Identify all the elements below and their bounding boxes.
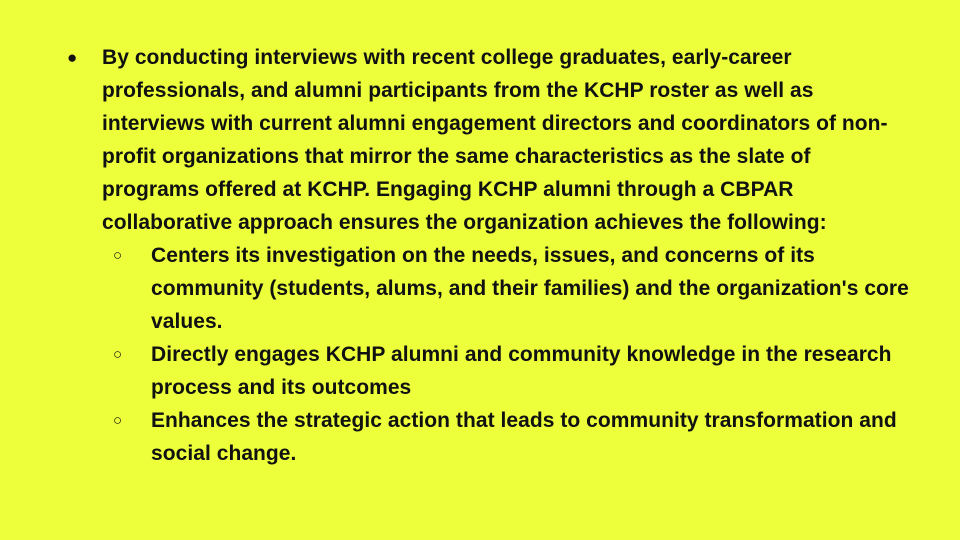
sub-bullet-text: Enhances the strategic action that leads to community transformation and social change. <box>151 409 897 465</box>
bullet-text: By conducting interviews with recent college graduates, early-career professionals, and alumni participants from the KCHP roster as well as interviews with current alumni engagement directors and coordinators of non-profit organizations that mirror the same characteristics as the slate of programs offered at KCHP. Engaging KCHP alumni through a CBPAR collaborative approach ensures the organization achieves the following: <box>102 46 888 234</box>
sub-bullet-text: Directly engages KCHP alumni and community knowledge in the research process and its outcomes <box>151 343 892 399</box>
sub-bullet-marker: ○ <box>113 247 123 264</box>
bullet-item <box>0 41 960 470</box>
sub-bullet-marker: ○ <box>113 412 123 429</box>
sub-bullet-marker: ○ <box>113 346 123 363</box>
sub-bullet-item <box>0 338 960 404</box>
sub-bullet-item <box>0 404 960 470</box>
sub-bullet-list <box>0 239 960 470</box>
bullet-list <box>0 41 960 470</box>
sub-bullet-text: Centers its investigation on the needs, issues, and concerns of its community (students, alums, and their families) and the organization's core values. <box>151 244 909 333</box>
sub-bullet-item <box>0 239 960 338</box>
bullet-marker: ● <box>67 48 78 67</box>
